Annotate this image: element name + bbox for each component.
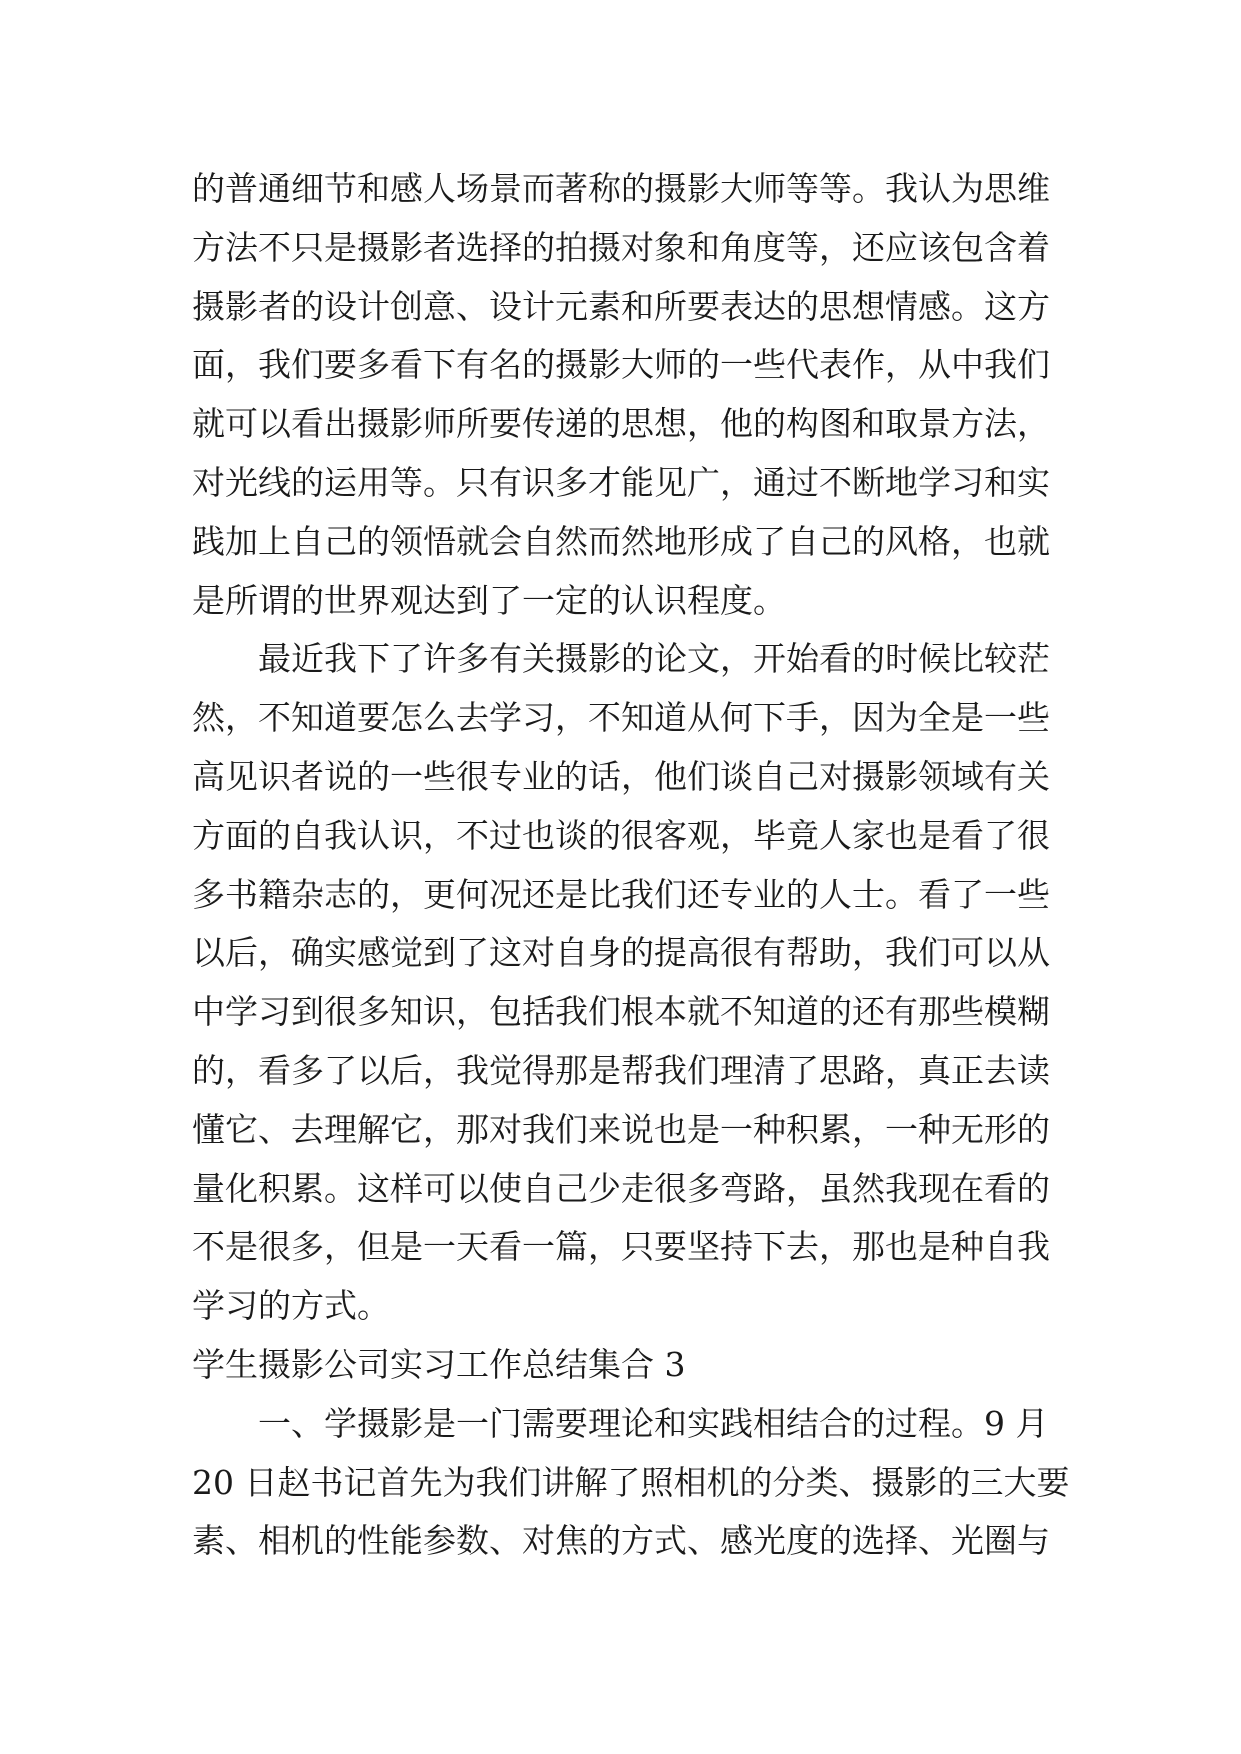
text-line: 素、相机的性能参数、对焦的方式、感光度的选择、光圈与 <box>192 1521 1050 1561</box>
text-line: 20 日赵书记首先为我们讲解了照相机的分类、摄影的三大要 <box>192 1462 1070 1502</box>
text-line: 学习的方式。 <box>192 1286 390 1326</box>
document-body <box>192 160 1072 1571</box>
text-line: 面，我们要多看下有名的摄影大师的一些代表作，从中我们 <box>192 345 1050 385</box>
text-line: 懂它、去理解它，那对我们来说也是一种积累，一种无形的 <box>192 1109 1050 1149</box>
text-line: 是所谓的世界观达到了一定的认识程度。 <box>192 580 786 620</box>
text-line: 量化积累。这样可以使自己少走很多弯路，虽然我现在看的 <box>192 1168 1050 1208</box>
paragraph-2 <box>192 630 1072 1336</box>
text-line: 中学习到很多知识，包括我们根本就不知道的还有那些模糊 <box>192 992 1050 1032</box>
section-heading <box>192 1336 1072 1395</box>
text-line-first-indented: 最近我下了许多有关摄影的论文，开始看的时候比较茫 <box>258 639 1050 679</box>
text-line: 就可以看出摄影师所要传递的思想，他的构图和取景方法， <box>192 404 1050 444</box>
heading-text: 学生摄影公司实习工作总结集合 3 <box>192 1344 686 1384</box>
paragraph-1 <box>192 160 1072 630</box>
text-line: 以后，确实感觉到了这对自身的提高很有帮助，我们可以从 <box>192 933 1050 973</box>
text-line: 对光线的运用等。只有识多才能见广，通过不断地学习和实 <box>192 462 1050 502</box>
text-line: 高见识者说的一些很专业的话，他们谈自己对摄影领域有关 <box>192 756 1050 796</box>
text-line: 不是很多，但是一天看一篇，只要坚持下去，那也是种自我 <box>192 1227 1050 1267</box>
text-line: 然，不知道要怎么去学习，不知道从何下手，因为全是一些 <box>192 698 1050 738</box>
text-line: 践加上自己的领悟就会自然而然地形成了自己的风格，也就 <box>192 521 1050 561</box>
text-line: 方法不只是摄影者选择的拍摄对象和角度等，还应该包含着 <box>192 227 1050 267</box>
text-line: 的普通细节和感人场景而著称的摄影大师等等。我认为思维 <box>192 169 1050 208</box>
text-line-first-indented: 一、学摄影是一门需要理论和实践相结合的过程。9 月 <box>258 1403 1049 1443</box>
paragraph-3 <box>192 1395 1072 1571</box>
text-line: 的，看多了以后，我觉得那是帮我们理清了思路，真正去读 <box>192 1050 1050 1090</box>
text-line: 摄影者的设计创意、设计元素和所要表达的思想情感。这方 <box>192 286 1050 326</box>
text-line: 方面的自我认识，不过也谈的很客观，毕竟人家也是看了很 <box>192 815 1050 855</box>
text-line: 多书籍杂志的，更何况还是比我们还专业的人士。看了一些 <box>192 874 1050 914</box>
